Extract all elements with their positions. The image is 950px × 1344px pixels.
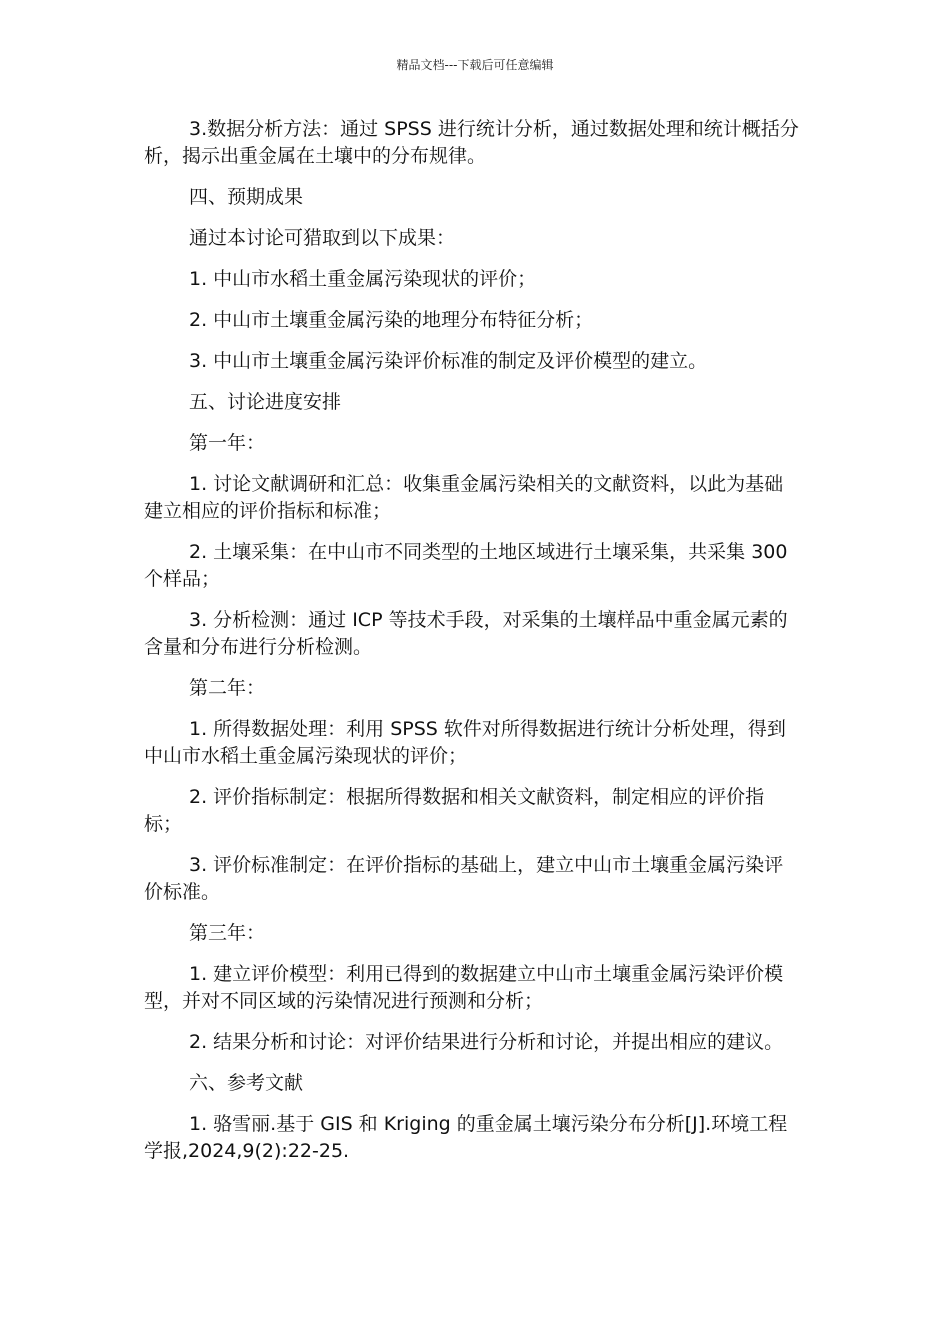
list-item-year3-2: 2. 结果分析和讨论：对评价结果进行分析和讨论，并提出相应的建议。 [189,1031,784,1053]
list-item-result-1: 1. 中山市水稻土重金属污染现状的评价； [189,268,537,290]
list-item-year2-1: 1. 所得数据处理：利用 SPSS 软件对所得数据进行统计分析处理，得到中山市水稻土重金属污染现状的评价； [144,718,786,767]
heading-references: 六、参考文献 [189,1072,304,1094]
list-item-year3-1: 1. 建立评价模型：利用已得到的数据建立中山市土壤重金属污染评价模型，并对不同区域的污染情况进行预测和分析； [144,963,784,1012]
heading-schedule: 五、讨论进度安排 [189,391,342,413]
list-item-result-3: 3. 中山市土壤重金属污染评价标准的制定及评价模型的建立。 [189,350,708,372]
paragraph-analysis-method: 3.数据分析方法：通过 SPSS 进行统计分析，通过数据处理和统计概括分析，揭示出重金属在土壤中的分布规律。 [144,118,799,167]
list-item-year2-2: 2. 评价指标制定：根据所得数据和相关文献资料，制定相应的评价指标； [144,786,765,835]
subheading-year-1: 第一年： [189,432,266,454]
paragraph-results-intro: 通过本讨论可猎取到以下成果： [189,227,456,249]
subheading-year-2: 第二年： [189,677,266,699]
list-item-year1-1: 1. 讨论文献调研和汇总：收集重金属污染相关的文献资料，以此为基础建立相应的评价指标和标准； [144,473,784,522]
reference-item-1: 1. 骆雪丽.基于 GIS 和 Kriging 的重金属土壤污染分布分析[J].环境工程学报,2024,9(2):22-25. [144,1113,788,1162]
subheading-year-3: 第三年： [189,922,266,944]
document-body [144,116,800,1179]
list-item-year2-3: 3. 评价标准制定：在评价指标的基础上，建立中山市土壤重金属污染评价标准。 [144,854,784,903]
list-item-year1-3: 3. 分析检测：通过 ICP 等技术手段，对采集的土壤样品中重金属元素的含量和分布进行分析检测。 [144,609,788,658]
heading-expected-results: 四、预期成果 [189,186,304,208]
page-header: 精品文档---下载后可任意编辑 [396,58,554,72]
list-item-year1-2: 2. 土壤采集：在中山市不同类型的土地区域进行土壤采集，共采集 300 个样品； [144,541,788,590]
list-item-result-2: 2. 中山市土壤重金属污染的地理分布特征分析； [189,309,594,331]
